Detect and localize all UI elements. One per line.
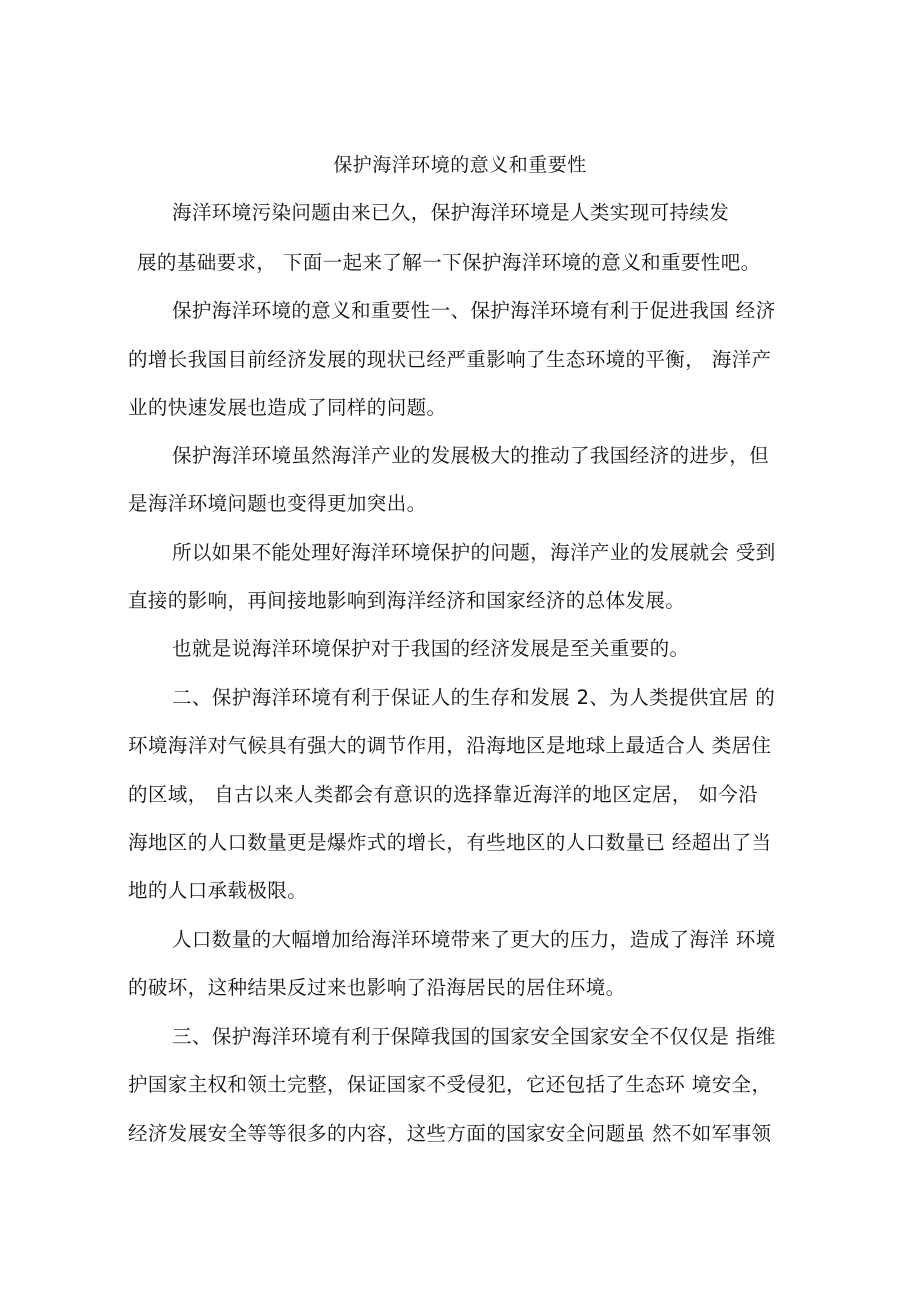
text-line-5: 业的快速发展也造成了同样的问题。: [128, 396, 447, 419]
text-line-17: 的破坏，这种结果反过来也影响了沿海居民的居住环境。: [128, 976, 626, 999]
text-line-20: 经济发展安全等等很多的内容，这些方面的国家安全问题虽 然不如军事领: [128, 1122, 772, 1145]
text-line-10: 也就是说海洋环境保护对于我国的经济发展是至关重要的。: [172, 637, 690, 660]
text-line-4: 的增长我国目前经济发展的现状已经严重影响了生态环境的平衡， 海洋产: [128, 348, 772, 371]
text-line-19: 护国家主权和领土完整，保证国家不受侵犯，它还包括了生态环 境安全，: [128, 1073, 772, 1096]
text-line-16: 人口数量的大幅增加给海洋环境带来了更大的压力，造成了海洋 环境: [172, 928, 776, 951]
text-line-15: 地的人口承载极限。: [128, 879, 308, 902]
text-line-13: 的区域， 自古以来人类都会有意识的选择靠近海洋的地区定居， 如今沿: [128, 783, 759, 806]
text-line-1: 海洋环境污染问题由来已久，保护海洋环境是人类实现可持续发: [172, 201, 730, 224]
text-line-8: 所以如果不能处理好海洋环境保护的问题，海洋产业的发展就会 受到: [172, 541, 776, 564]
text-line-7: 是海洋环境问题也变得更加突出。: [128, 492, 427, 515]
text-line-14: 海地区的人口数量更是爆炸式的增长，有些地区的人口数量已 经超出了当: [128, 831, 772, 854]
text-line-11: 二、保护海洋环境有利于保证人的生存和发展 2、为人类提供宜居 的: [172, 686, 776, 709]
text-line-6: 保护海洋环境虽然海洋产业的发展极大的推动了我国经济的进步，但: [172, 444, 770, 467]
text-line-12: 环境海洋对气候具有强大的调节作用，沿海地区是地球上最适合人 类居住: [128, 734, 772, 757]
document-title: 保护海洋环境的意义和重要性: [333, 154, 587, 176]
text-line-3: 保护海洋环境的意义和重要性一、保护海洋环境有利于促进我国 经济: [172, 299, 776, 322]
text-line-18: 三、保护海洋环境有利于保障我国的国家安全国家安全不仅仅是 指维: [172, 1025, 776, 1048]
text-line-9: 直接的影响，再间接地影响到海洋经济和国家经济的总体发展。: [128, 589, 686, 612]
text-line-2: 展的基础要求， 下面一起来了解一下保护海洋环境的意义和重要性吧。: [137, 251, 761, 274]
